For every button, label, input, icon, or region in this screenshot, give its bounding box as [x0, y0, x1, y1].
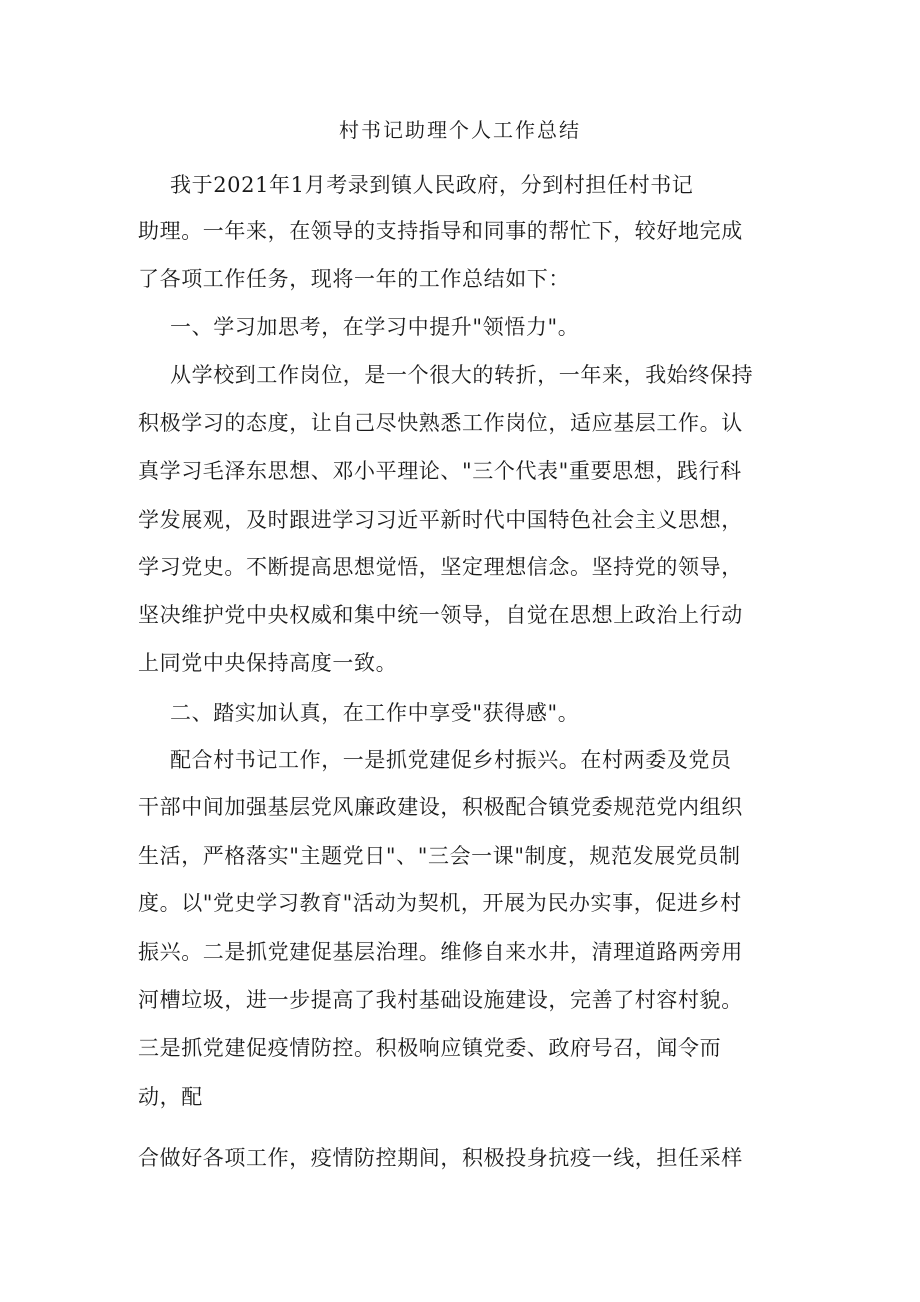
paragraph-line: 三是抓党建促疫情防控。积极响应镇党委、政府号召，闻令而: [138, 1036, 722, 1060]
paragraph-line: 河槽垃圾，进一步提高了我村基础设施建设，完善了村容村貌。: [138, 988, 743, 1012]
paragraph-line: 度。以"党史学习教育"活动为契机，开展为民办实事，促进乡村: [138, 891, 742, 915]
paragraph-line: 学发展观，及时跟进学习习近平新时代中国特色社会主义思想，: [138, 508, 743, 532]
paragraph-line: 了各项工作任务，现将一年的工作总结如下：: [138, 267, 570, 291]
paragraph-line: 生活，严格落实"主题党日"、"三会一课"制度，规范发展党员制: [138, 844, 741, 868]
section-heading-2: 二、踏实加认真，在工作中享受"获得感"。: [170, 701, 580, 725]
paragraph-line: 坚决维护党中央权威和集中统一领导，自觉在思想上政治上行动: [138, 603, 743, 627]
paragraph-line: 配合村书记工作，一是抓党建促乡村振兴。在村两委及党员: [170, 748, 732, 772]
paragraph-line: 从学校到工作岗位，是一个很大的转折，一年来，我始终保持: [170, 363, 754, 387]
paragraph-line: 学习党史。不断提高思想觉悟，坚定理想信念。坚持党的领导，: [138, 555, 743, 579]
paragraph-line: 积极学习的态度，让自己尽快熟悉工作岗位，适应基层工作。认: [138, 411, 743, 435]
paragraph-line: 振兴。二是抓党建促基层治理。维修自来水井，清理道路两旁用: [138, 940, 743, 964]
document-title: 村书记助理个人工作总结: [339, 118, 581, 142]
paragraph-line: 我于2021年1月考录到镇人民政府，分到村担任村书记: [170, 173, 694, 197]
paragraph-line: 干部中间加强基层党风廉政建设，积极配合镇党委规范党内组织: [138, 795, 743, 819]
paragraph-line: 上同党中央保持高度一致。: [138, 651, 398, 675]
paragraph-line: 合做好各项工作，疫情防控期间，积极投身抗疫一线，担任采样: [138, 1146, 743, 1170]
paragraph-line: 真学习毛泽东思想、邓小平理论、"三个代表"重要思想，践行科: [138, 459, 742, 483]
paragraph-line: 动，配: [138, 1085, 203, 1109]
paragraph-line: 助理。一年来，在领导的支持指导和同事的帮忙下，较好地完成: [138, 219, 743, 243]
section-heading-1: 一、学习加思考，在学习中提升"领悟力"。: [170, 315, 580, 339]
